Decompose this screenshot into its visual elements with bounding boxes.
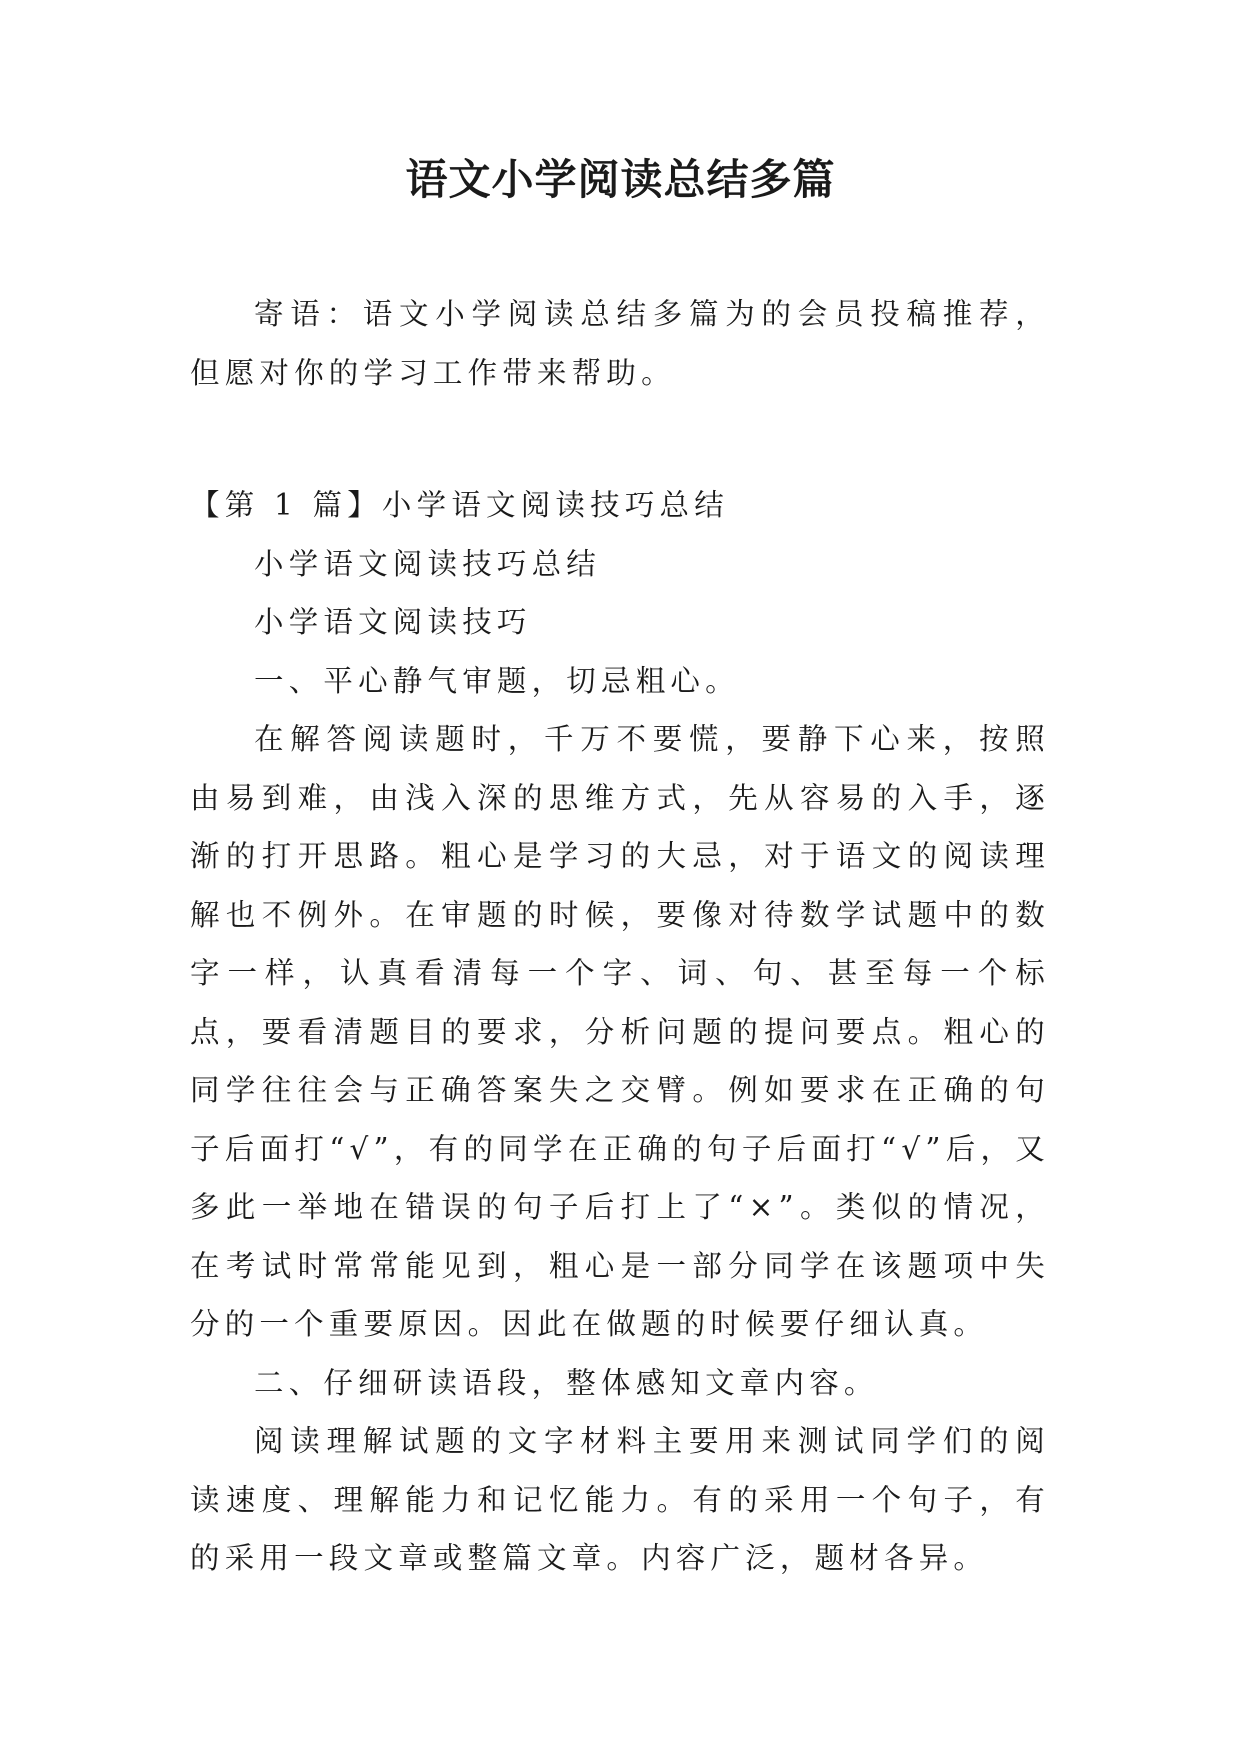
document-title: 语文小学阅读总结多篇: [405, 155, 836, 204]
subtitle-line: 小学语文阅读技巧: [254, 605, 532, 639]
subheading-2: 二、仔细研读语段，整体感知文章内容。: [254, 1365, 879, 1400]
spacer: [190, 402, 1050, 476]
intro-paragraph: 寄语：语文小学阅读总结多篇为的会员投稿推荐，但愿对你的学习工作带来帮助。: [190, 297, 1050, 390]
document-body: [190, 285, 1050, 1588]
body-paragraph-1: 在解答阅读题时，千万不要慌，要静下心来，按照由易到难，由浅入深的思维方式，先从容易的入手，逐渐的打开思路。粗心是学习的大忌，对于语文的阅读理解也不例外。在审题的时候，要像对待数学试题中的数字一样，认真看清每一个字、词、句、甚至每一个标点，要看清题目的要求，分析问题的提问要点。粗心的同学往往会与正确答案失之交臂。例如要求在正确的句子后面打“√”，有的同学在正确的句子后面打“√”后，又多此一举地在错误的句子后打上了“×”。类似的情况，在考试时常常能见到，粗心是一部分同学在该题项中失分的一个重要原因。因此在做题的时候要仔细认真。: [190, 722, 1050, 1341]
subheading-1: 一、平心静气审题，切忌粗心。: [254, 663, 740, 698]
body-paragraph-2: 阅读理解试题的文字材料主要用来测试同学们的阅读速度、理解能力和记忆能力。有的采用一个句子，有的采用一段文章或整篇文章。内容广泛，题材各异。: [190, 1424, 1050, 1575]
section-heading: 【第 1 篇】小学语文阅读技巧总结: [190, 488, 729, 522]
subtitle-line: 小学语文阅读技巧总结: [254, 546, 602, 581]
